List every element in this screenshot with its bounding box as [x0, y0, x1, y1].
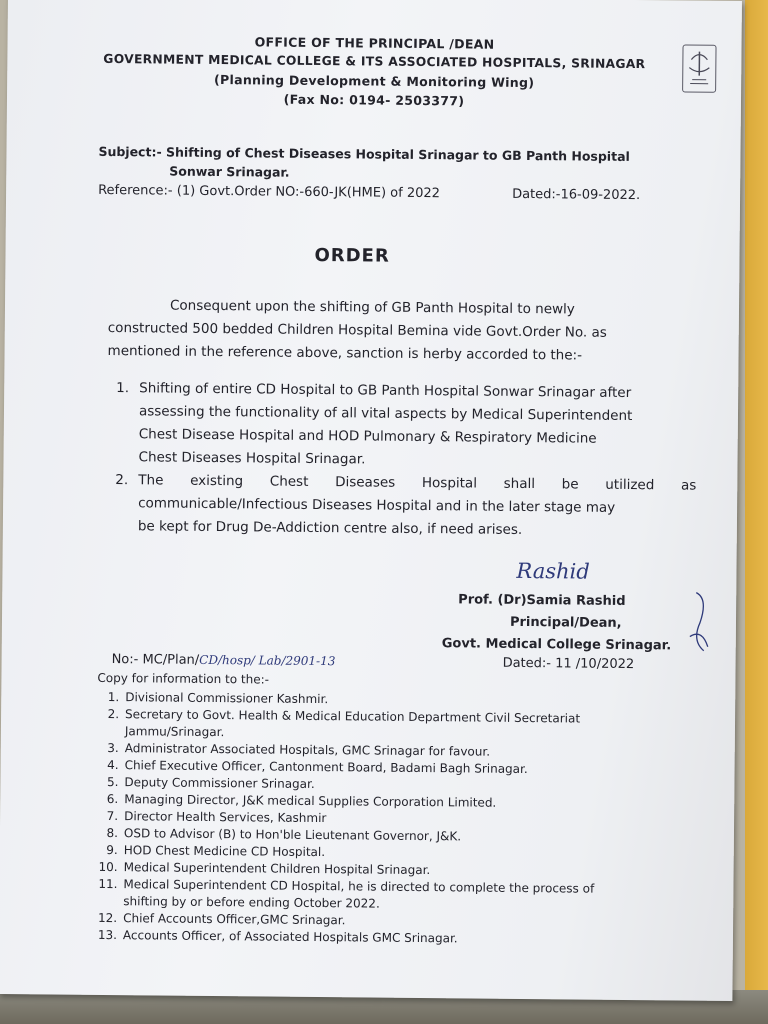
copy-item-number: 9. — [106, 842, 118, 858]
copy-item-text: Director Health Services, Kashmir — [124, 809, 327, 826]
signatory-designation: Principal/Dean, — [509, 614, 622, 631]
point-1-number: 1. — [116, 380, 130, 397]
copy-item-continuation: shifting by or before ending October 2022. — [123, 894, 380, 911]
intro-line-3: mentioned in the reference above, sanction is herby accorded to the:- — [107, 342, 583, 364]
copy-item-continuation: Jammu/Srinagar. — [124, 724, 225, 740]
copy-item-number: 1. — [107, 689, 120, 705]
header-wing: (Planning Development & Monitoring Wing) — [214, 71, 535, 91]
point-2-line-2: communicable/Infectious Diseases Hospital and in the later stage may — [138, 495, 616, 516]
copy-item-number: 8. — [106, 825, 119, 841]
copy-item-text: Administrator Associated Hospitals, GMC Srinagar for favour. — [124, 741, 491, 759]
point-1-line-3: Chest Disease Hospital and HOD Pulmonary & Respiratory Medicine — [138, 426, 597, 447]
copy-item — [88, 843, 325, 859]
copy-item — [87, 877, 594, 896]
copy-item-number: 5. — [106, 774, 119, 790]
copy-item-text: Medical Superintendent Children Hospital Srinagar. — [123, 860, 431, 878]
copy-item-text: Chief Executive Officer, Cantonment Board, Badami Bagh Srinagar. — [124, 758, 528, 777]
copy-item-text: Chief Accounts Officer,GMC Srinagar. — [123, 911, 346, 928]
point-1-line-2: assessing the functionality of all vital aspects by Medical Superintendent — [138, 403, 633, 425]
copy-item-number: 2. — [107, 706, 120, 722]
copy-item-number: 10. — [98, 859, 118, 875]
point-1-line-1: Shifting of entire CD Hospital to GB Panth Hospital Sonwar Srinagar after — [139, 380, 632, 402]
copy-item-text: Divisional Commissioner Kashmir. — [125, 690, 329, 707]
copy-item-text: Medical Superintendent CD Hospital, he is directed to complete the process of — [123, 877, 595, 896]
copy-item-text: HOD Chest Medicine CD Hospital. — [123, 843, 326, 860]
copy-item-number: 12. — [97, 910, 118, 926]
subject-label: Subject:- — [98, 143, 162, 160]
subject-text: Shifting of Chest Diseases Hospital Srinagar to GB Panth Hospital — [165, 144, 630, 164]
copy-item-text: Accounts Officer, of Associated Hospitals GMC Srinagar. — [122, 928, 458, 946]
copy-heading: Copy for information to the:- — [97, 670, 270, 687]
point-2-line-3: be kept for Drug De-Addiction centre also, if need arises. — [137, 518, 523, 538]
subject-line-1 — [98, 144, 629, 164]
point-1-line-4: Chest Diseases Hospital Srinagar. — [138, 449, 366, 468]
copy-item — [88, 826, 461, 844]
header-college: GOVERNMENT MEDICAL COLLEGE & ITS ASSOCIATED HOSPITALS, SRINAGAR — [103, 51, 646, 72]
college-emblem-icon — [682, 44, 716, 92]
background-folder-edge — [745, 0, 768, 1024]
copy-item-number: 13. — [97, 927, 118, 943]
copy-item — [89, 690, 328, 706]
copy-item-number: 3. — [107, 740, 119, 756]
handwritten-signature: Rashid — [516, 558, 590, 584]
copy-item — [88, 792, 496, 810]
signature-flourish-icon — [682, 589, 713, 659]
copy-item — [89, 741, 490, 759]
copy-item — [89, 707, 580, 726]
order-date-value: 11 /10/2022 — [555, 656, 635, 673]
signatory-name: Prof. (Dr)Samia Rashid — [458, 592, 626, 609]
order-date — [503, 656, 635, 672]
copy-item-text: Deputy Commissioner Srinagar. — [124, 775, 315, 791]
subject-line-2: Sonwar Srinagar. — [169, 163, 290, 180]
point-2-number: 2. — [115, 472, 129, 489]
intro-line-2: constructed 500 bedded Children Hospital Bemina vide Govt.Order No. as — [107, 319, 607, 341]
copy-item-text: Secretary to Govt. Health & Medical Education Department Civil Secretariat — [125, 707, 581, 726]
copy-item — [88, 860, 431, 877]
point-2-line-1: The existing Chest Diseases Hospital shall be utilized as — [138, 472, 697, 494]
order-date-label: Dated:- — [502, 655, 552, 672]
reference-text: Reference:- (1) Govt.Order NO:-660-JK(HME) of 2022 — [98, 182, 441, 202]
order-number-label: No:- MC/Plan/ — [111, 652, 200, 668]
copy-item — [87, 911, 345, 927]
copy-item-text: Managing Director, J&K medical Supplies Corporation Limited. — [124, 792, 497, 810]
copy-item-text: OSD to Advisor (B) to Hon'ble Lieutenant Governor, J&K. — [123, 826, 462, 844]
copy-item — [88, 809, 326, 825]
copy-item — [88, 775, 314, 791]
order-number — [112, 652, 336, 669]
intro-line-1: Consequent upon the shifting of GB Panth Hospital to newly — [169, 297, 575, 318]
reference-dated: Dated:-16-09-2022. — [512, 186, 641, 204]
order-title: ORDER — [314, 244, 390, 267]
header-fax: (Fax No: 0194- 2503377) — [283, 91, 465, 109]
signatory-institution: Govt. Medical College Srinagar. — [441, 636, 672, 654]
copy-item-number: 11. — [98, 876, 118, 892]
copy-item-number: 7. — [106, 808, 119, 824]
copy-item — [89, 758, 528, 776]
header-office: OFFICE OF THE PRINCIPAL /DEAN — [254, 34, 495, 52]
copy-item-number: 4. — [107, 757, 119, 773]
copy-item — [87, 928, 458, 946]
copy-item-number: 6. — [106, 791, 119, 807]
order-number-handwritten: CD/hosp/ Lab/2901-13 — [199, 652, 336, 669]
